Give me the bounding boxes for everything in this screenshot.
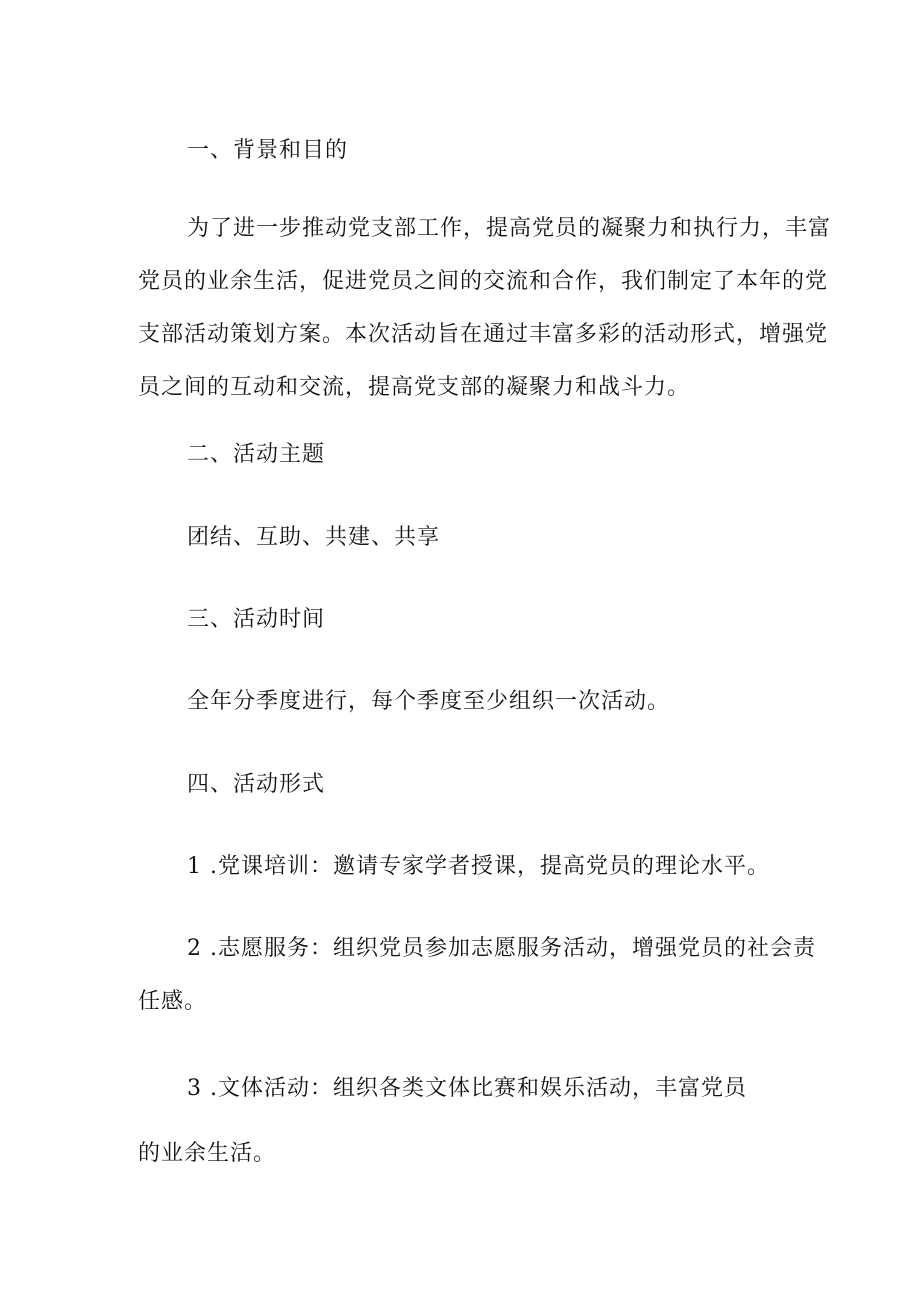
section-heading-theme: [138, 441, 788, 469]
paragraph-line: [138, 268, 829, 296]
heading-text: 二、活动主题: [187, 442, 326, 467]
section-heading-time: [138, 606, 788, 634]
list-item-text: 2 .志愿服务：组织党员参加志愿服务活动，增强党员的社会责: [187, 936, 816, 961]
theme-content: [138, 524, 788, 552]
list-item-text: 3 .文体活动：组织各类文体比赛和娱乐活动，丰富党员: [187, 1076, 747, 1101]
paragraph-text: 支部活动策划方案。本次活动旨在通过丰富多彩的活动形式，增强党: [138, 322, 829, 347]
list-item-continuation: [138, 988, 788, 1016]
list-item-continuation: [138, 1140, 788, 1168]
heading-text: 四、活动形式: [187, 772, 326, 797]
paragraph-text: 团结、互助、共建、共享: [187, 525, 441, 550]
list-item-text: 1 .党课培训：邀请专家学者授课，提高党员的理论水平。: [187, 854, 770, 879]
paragraph-text: 员之间的互动和交流，提高党支部的凝聚力和战斗力。: [138, 375, 691, 400]
list-item: [138, 935, 816, 963]
time-content: [138, 688, 788, 716]
list-item-text: 任感。: [138, 989, 208, 1014]
paragraph-line: [138, 321, 829, 349]
section-heading-form: [138, 771, 788, 799]
list-item: [138, 1075, 788, 1103]
paragraph-line: [138, 374, 788, 402]
heading-text: 三、活动时间: [187, 607, 326, 632]
section-heading-background: [138, 137, 788, 165]
paragraph-line: [138, 215, 832, 243]
paragraph-text: 党员的业余生活，促进党员之间的交流和合作，我们制定了本年的党: [138, 269, 829, 294]
list-item-text: 的业余生活。: [138, 1141, 277, 1166]
paragraph-text: 为了进一步推动党支部工作，提高党员的凝聚力和执行力，丰富: [187, 216, 832, 241]
list-item: [138, 853, 788, 881]
heading-text: 一、背景和目的: [187, 138, 349, 163]
paragraph-text: 全年分季度进行，每个季度至少组织一次活动。: [187, 689, 671, 714]
